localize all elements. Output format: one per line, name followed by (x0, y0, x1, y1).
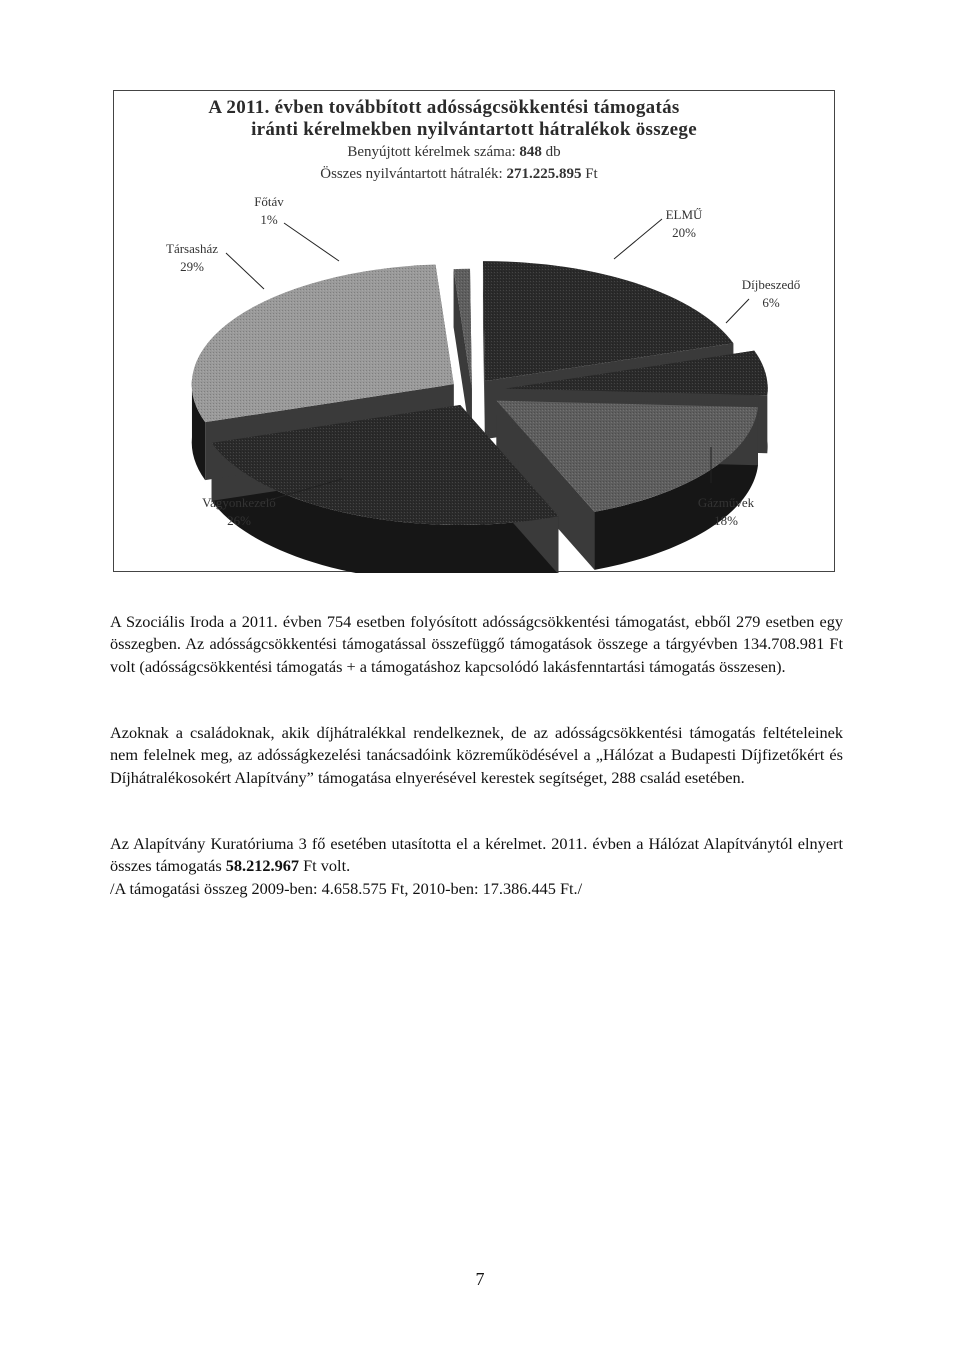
paragraph-3-text: Az Alapítvány Kuratóriuma 3 fő esetében utasította el a kérelmet. 2011. évben a Hálózat Alapítványtól elnyert összes támogatás 58.212.967 Ft volt. (110, 834, 843, 876)
leader-line-elmű (614, 219, 662, 259)
leader-line-főtáv (284, 223, 339, 261)
slice-value-elmű: 20% (672, 225, 696, 240)
chart-subtitle-arrears: Összes nyilvántartott hátralék: 271.225.895 Ft (320, 166, 598, 182)
paragraph-halozat (110, 722, 843, 789)
slice-value-főtáv: 1% (260, 212, 278, 227)
page-number: 7 (475, 1269, 485, 1289)
slice-label-vagyonkezelő: Vagyonkezelő (202, 495, 276, 510)
paragraph-alapitvany (110, 833, 843, 900)
pie-chart (114, 91, 836, 573)
slice-value-gázművek: 18% (714, 513, 738, 528)
paragraph-1-text: A Szociális Iroda a 2011. évben 754 esetben folyósított adósságcsökkentési támogatást, ebből 279 esetben egy összegben. Az adósságcsökkentési támogatással összefüggő támogatások összege a tárgyévben 134.708.981 Ft volt (adósságcsökkentési támogatás + a támogatáshoz kapcsolódó lakásfenntartási támogatás összesen). (110, 612, 843, 676)
slice-value-társasház: 29% (180, 259, 204, 274)
total-support-amount: 58.212.967 (225, 856, 300, 876)
leader-line-díjbeszedő (726, 299, 749, 323)
chart-title-line-2: iránti kérelmekben nyilvántartott hátralékok összege (251, 119, 697, 140)
slice-value-vagyonkezelő: 26% (227, 513, 251, 528)
paragraph-szocialis-iroda (110, 611, 843, 678)
chart-title-line-1: A 2011. évben továbbított adósságcsökkentési támogatás (208, 97, 680, 118)
slice-value-díjbeszedő: 6% (762, 295, 780, 310)
paragraph-2-text: Azoknak a családoknak, akik díjhátralékkal rendelkeznek, de az adósságcsökkentési támogatás feltételeinek nem felelnek meg, az adósságkezelési tanácsadóink közreműködésével a „Hálózat a Budapesti Díjfizetőkért és Díjhátralékosokért Alapítvány” támogatása elnyerésével kerestek segítséget, 288 család esetében. (110, 723, 843, 787)
leader-line-társasház (226, 253, 264, 289)
slice-label-gázművek: Gázművek (697, 495, 755, 510)
slice-label-elmű: ELMŰ (665, 207, 703, 222)
paragraph-3-note: /A támogatási összeg 2009-ben: 4.658.575 Ft, 2010-ben: 17.386.445 Ft./ (110, 878, 583, 898)
chart-subtitle-requests: Benyújtott kérelmek száma: 848 db (347, 144, 561, 160)
slice-label-főtáv: Főtáv (254, 194, 284, 209)
slice-label-társasház: Társasház (166, 241, 218, 256)
pie-chart-frame (113, 90, 835, 572)
slice-label-díjbeszedő: Díjbeszedő (741, 277, 801, 292)
